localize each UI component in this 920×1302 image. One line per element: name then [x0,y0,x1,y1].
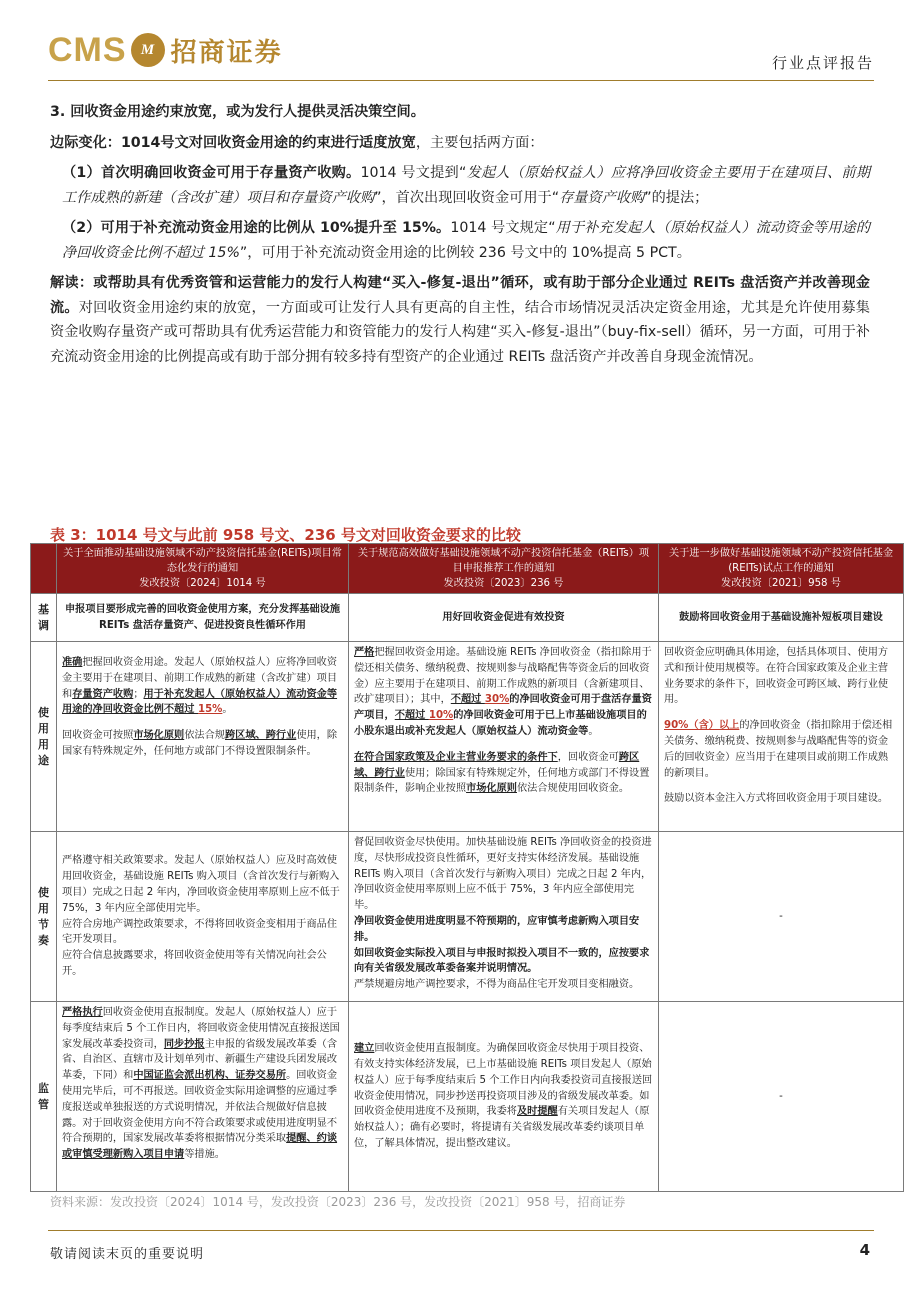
logo-text: CMS [48,30,127,69]
marginal-change-paragraph [50,131,870,156]
cell-supervision-236: 建立回收资金使用直报制度。为确保回收资金尽快用于项目投资、有效支持实体经济发展，已上市基础设施 REITs 项目发起人（原始权益人）应于每季度结束后 5 个工作日内向我委投资司直接报送回收资金使用情况，同步抄送再投资项目涉及的省级发展改革委。如回收资金使用进度不及预期，我委将及时提醒有关项目发起人（原始权益人）；确有必要时，将提请有关省级发展改革委约谈项目单位，了解具体情况，提出整改建议。 [349,1002,659,1192]
table-caption: 表 3：1014 号文与此前 958 号文、236 号文对回收资金要求的比较 [50,526,521,544]
row-label-pace: 使用节奏 [31,832,57,1002]
cell-supervision-1014: 严格执行回收资金使用直报制度。发起人（原始权益人）应于每季度结束后 5 个工作日内，将回收资金使用情况直接报送国家发展改革委投资司，同步抄报主申报的省级发展改革委（含省、自治区、直辖市及计划单列市、新疆生产建设兵团发展改革委，下同）和中国证监会派出机构、证券交易所。回收资金使用完毕后，可不再报送。回收资金实际用途调整的应通过季度报送或单独报送的方式说明情况，并依法合规做好信息披露。对于回收资金使用方向不符合政策要求或使用进度明显不符合预期的，国家发展改革委将根据情况分类采取提醒、约谈或审慎受理新购入项目申请等措施。 [57,1002,349,1192]
table-source: 资料来源：发改投资〔2024〕1014 号，发改投资〔2023〕236 号，发改投资〔2021〕958 号，招商证券 [50,1195,626,1209]
point-2 [50,216,870,265]
point-1-text: 1014 号文提到“ [360,165,467,181]
table-header-row [31,544,904,594]
cell-tone-958: 鼓励将回收资金用于基础设施补短板项目建设 [659,594,904,642]
point-1-quote: 存量资产收购 [559,189,645,206]
point-1 [50,161,870,210]
header-corner [31,544,57,594]
table-row [31,832,904,1002]
interpretation-lead: 解读：或帮助具有优秀资管和运营能力的发行人构建“买入-修复-退出”循环，或有助于部分企业通过 REITs 盘活资产并改善现金流。 [50,275,870,316]
footer-disclaimer-note: 敬请阅读末页的重要说明 [50,1247,205,1262]
interpretation-paragraph [50,271,870,369]
header-958: 关于进一步做好基础设施领域不动产投资信托基金(REITs)试点工作的通知 发改投资〔2021〕958 号 [659,544,904,594]
point-2-text: 1014 号文规定“ [450,220,556,236]
header-1014: 关于全面推动基础设施领域不动产投资信托基金(REITs)项目常态化发行的通知 发改投资〔2024〕1014 号 [57,544,349,594]
section-title: 3. 回收资金用途约束放宽，或为发行人提供灵活决策空间。 [50,104,425,120]
point-1-quote: 发起人（原始权益人）应将净回收资金主要用于在建项目、前期工作成熟的新建（含改扩建）项目和存量资产收购 [62,165,871,206]
marginal-change-rest: ，主要包括两方面： [415,134,544,151]
row-label-tone: 基调 [31,594,57,642]
cell-supervision-958: - [659,1002,904,1192]
table-row [31,642,904,832]
cell-pace-1014: 严格遵守相关政策要求。发起人（原始权益人）应及时高效使用回收资金，基础设施 REITs 购入项目（含首次发行与新购入项目）完成之日起 2 年内，净回收资金使用率原则上应不低于 75%，3 年内应全部使用完毕。 应符合房地产调控政策要求，不得将回收资金变相用于商品住宅开发项目。 应符合信息披露要求，将回收资金使用等有关情况向社会公开。 [57,832,349,1002]
row-label-supervision: 监管 [31,1002,57,1192]
logo-badge-icon: M [131,33,165,67]
footer-divider [48,1230,874,1231]
point-2-title: （2）可用于补充流动资金用途的比例从 10%提升至 15%。 [62,220,451,236]
logo-chinese-name: 招商证券 [170,37,283,68]
cell-tone-1014: 申报项目要形成完善的回收资金使用方案，充分发挥基础设施 REITs 盘活存量资产、促进投资良性循环作用 [57,594,349,642]
comparison-table [30,543,904,1192]
cell-pace-958: - [659,832,904,1002]
header-236: 关于规范高效做好基础设施领域不动产投资信托基金（REITs）项目申报推荐工作的通知 发改投资〔2023〕236 号 [349,544,659,594]
table-row [31,594,904,642]
cell-usage-958: 回收资金应明确具体用途，包括具体项目、使用方式和预计使用规模等。在符合国家政策及企业主营业务要求的条件下，回收资金可跨区域、跨行业使用。 90%（含）以上的净回收资金（指扣除用于偿还相关债务、缴纳税费、按规则参与战略配售等的资金后的回收资金）应当用于在建项目或前期工作成熟的新项目。 鼓励以资本金注入方式将回收资金用于项目建设。 [659,642,904,832]
point-1-title: （1）首次明确回收资金可用于存量资产收购。 [62,165,361,181]
header-divider [48,80,874,81]
row-label-usage: 使用用途 [31,642,57,832]
table-row [31,1002,904,1192]
interpretation-text: 对回收资金用途约束的放宽，一方面或可让发行人具有更高的自主性，结合市场情况灵活决定资金用途，尤其是允许使用募集资金收购存量资产或可帮助具有优秀运营能力和资管能力的发行人构建“买入-修复-退出”（buy-fix-sell）循环，另一方面，可用于补充流动资金用途的比例提高或有助于部分拥有较多持有型资产的企业通过 REITs 盘活资产并改善自身现金流情况。 [50,299,870,365]
cell-usage-236: 严格把握回收资金用途。基础设施 REITs 净回收资金（指扣除用于偿还相关债务、缴纳税费、按规则参与战略配售等资金后的回收资金）应主要用于在建项目、前期工作成熟的新项目（含新建项目、改扩建项目）；其中，不超过 30%的净回收资金可用于盘活存量资产项目，不超过 10%的净回收资金可用于已上市基础设施项目的小股东退出或补充发起人（原始权益人）流动资金等。 在符合国家政策及企业主营业务要求的条件下，回收资金可跨区域、跨行业使用；除国家有特殊规定外，任何地方或部门不得设置限制条件，影响企业按照市场化原则依法合规使用回收资金。 [349,642,659,832]
cell-tone-236: 用好回收资金促进有效投资 [349,594,659,642]
cell-pace-236: 督促回收资金尽快使用。加快基础设施 REITs 净回收资金的投资进度，尽快形成投资良性循环，更好支持实体经济发展。基础设施 REITs 购入项目（含首次发行与新购入项目）完成之日起 2 年内，净回收资金使用率原则上应不低于 75%，3 年内应全部使用完毕。 净回收资金使用进度明显不符预期的，应审慎考虑新购入项目安排。 如回收资金实际投入项目与申报时拟投入项目不一致的，应按要求向有关省级发展改革委备案并说明情况。 严禁规避房地产调控要求，不得为商品住宅开发项目变相融资。 [349,832,659,1002]
report-type: 行业点评报告 [771,54,874,72]
page-number: 4 [859,1241,870,1259]
point-1-text: ”的提法； [644,189,709,206]
marginal-change-lead: 边际变化：1014号文对回收资金用途的约束进行适度放宽 [50,134,416,151]
cell-usage-1014: 准确把握回收资金用途。发起人（原始权益人）应将净回收资金主要用于在建项目、前期工作成熟的新建（含改扩建）项目和存量资产收购；用于补充发起人（原始权益人）流动资金等用途的净回收资金比例不超过 15%。 回收资金可按照市场化原则依法合规跨区域、跨行业使用，除国家有特殊规定外，任何地方或部门不得设置限制条件。 [57,642,349,832]
point-1-text: ”，首次出现回收资金可用于“ [374,189,560,206]
point-2-text: ”，可用于补充流动资金用途的比例较 236 号文中的 10%提高 5 PCT。 [239,244,691,261]
main-content [50,100,870,375]
point-2-quote: 用于补充发起人（原始权益人）流动资金等用途的净回收资金比例不超过 15% [62,220,871,261]
cms-logo [48,30,283,70]
